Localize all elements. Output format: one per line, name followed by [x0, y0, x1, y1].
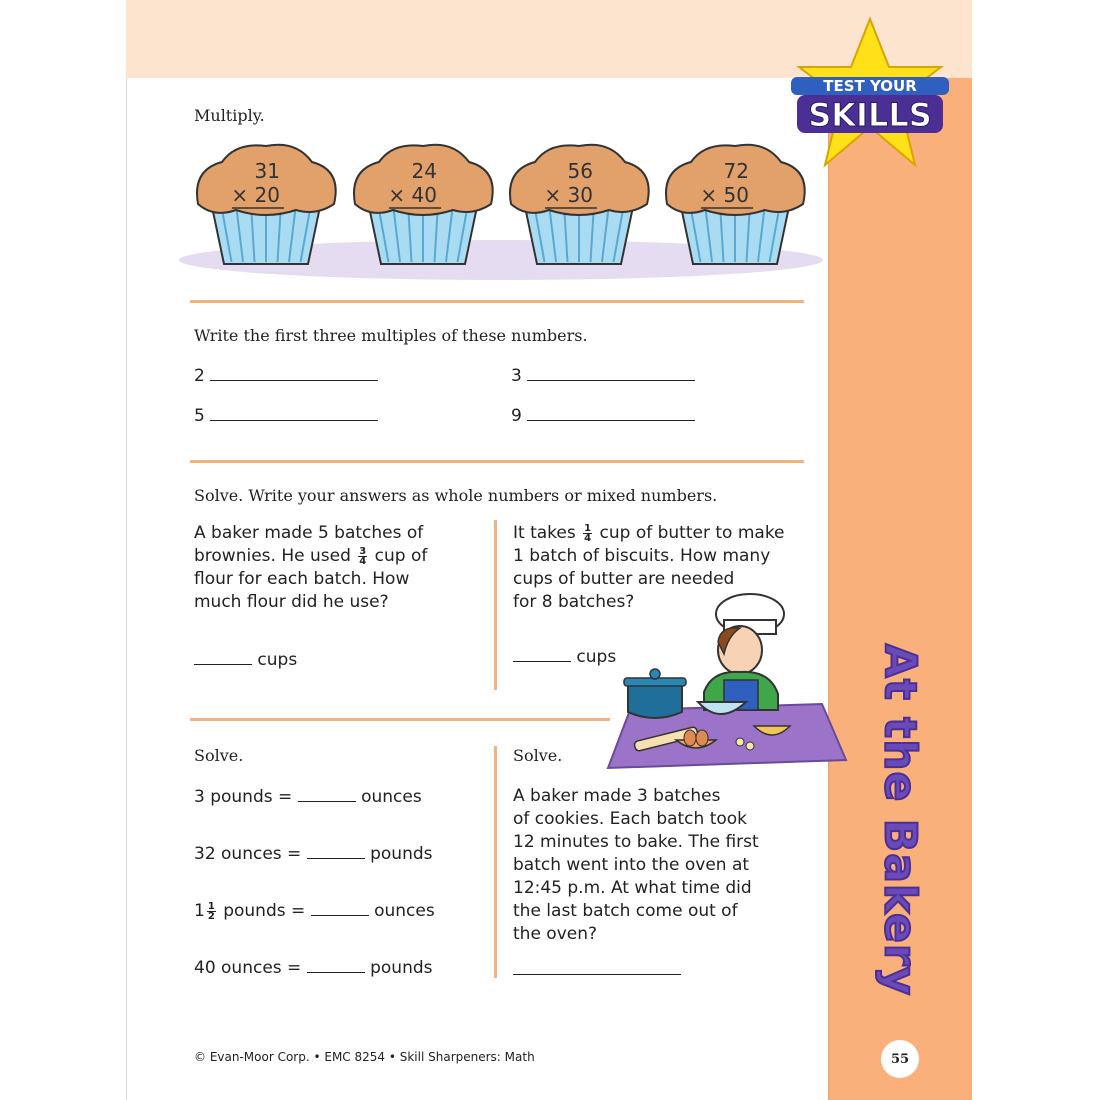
brownies-problem: [194, 522, 427, 614]
problem-line: [194, 545, 427, 568]
multiplier: × 50: [700, 183, 749, 207]
baker-illustration: [600, 592, 850, 770]
conversion-prefix: 3 pounds =: [194, 787, 293, 807]
multiples-item-5: [194, 406, 378, 426]
footer-credit: © Evan-Moor Corp. • EMC 8254 • Skill Sharpeners: Math: [194, 1050, 535, 1064]
cookies-problem: [513, 785, 759, 946]
solve-instruction: Solve. Write your answers as whole numbers or mixed numbers.: [194, 486, 718, 505]
conversion-suffix: pounds: [370, 958, 433, 978]
fraction-numerator: 1: [207, 900, 215, 912]
fraction-one-fourth: [583, 524, 592, 543]
cooking-pot-icon: [628, 684, 682, 718]
answer-unit: cups: [576, 647, 617, 667]
answer-blank[interactable]: [527, 420, 695, 421]
multiplicand: 24: [411, 159, 437, 183]
column-divider-1: [494, 520, 497, 690]
problem-text: brownies. He used: [194, 546, 351, 566]
section-divider-3: [190, 718, 610, 721]
problem-text: cup of: [374, 546, 428, 566]
answer-blank[interactable]: [194, 664, 252, 665]
multiplier: × 40: [388, 183, 437, 207]
multiples-item-3: [511, 366, 695, 386]
fraction-numerator: 1: [584, 522, 592, 534]
problem-text: It takes: [513, 523, 576, 543]
cupcake-row: [176, 140, 826, 285]
multiplicand: 31: [254, 159, 280, 183]
column-divider-2: [494, 746, 497, 978]
fraction-denominator: 4: [359, 555, 367, 567]
problem-line: for 8 batches?: [513, 592, 635, 612]
problem-line: A baker made 3 batches: [513, 786, 721, 806]
multiples-number: 2: [194, 366, 205, 386]
multiples-number: 3: [511, 366, 522, 386]
fraction-three-fourths: [358, 547, 367, 566]
answer-blank[interactable]: [527, 380, 695, 381]
problem-line: [513, 522, 785, 545]
multiplicand: 72: [723, 159, 749, 183]
problem-line: 12 minutes to bake. The first: [513, 832, 759, 852]
conversion-prefix: pounds =: [223, 901, 306, 921]
side-title: At the Bakery: [874, 643, 926, 997]
conversion-suffix: ounces: [361, 787, 422, 807]
answer-blank[interactable]: [311, 915, 369, 916]
answer-blank[interactable]: [210, 420, 378, 421]
page-number: 55: [881, 1040, 919, 1078]
fraction-one-half: [207, 902, 216, 921]
conversion-row-4: [194, 958, 433, 978]
fraction-denominator: 4: [584, 532, 592, 544]
top-band: [126, 0, 830, 78]
conversion-suffix: pounds: [370, 844, 433, 864]
answer-unit: cups: [257, 650, 298, 670]
conversion-suffix: ounces: [374, 901, 435, 921]
solve-left-instruction: Solve.: [194, 746, 244, 765]
multiplier: × 30: [544, 183, 593, 207]
brownies-answer: [194, 650, 297, 670]
multiplier: × 20: [231, 183, 280, 207]
answer-blank[interactable]: [210, 380, 378, 381]
problem-line: of cookies. Each batch took: [513, 809, 748, 829]
multiples-number: 5: [194, 406, 205, 426]
conversion-prefix: 32 ounces =: [194, 844, 302, 864]
conversion-row-1: [194, 787, 422, 807]
answer-blank[interactable]: [307, 972, 365, 973]
multiples-number: 9: [511, 406, 522, 426]
fraction-numerator: 3: [359, 545, 367, 557]
problem-line: flour for each batch. How: [194, 569, 410, 589]
badge-line2: SKILLS: [808, 96, 932, 134]
conversion-row-3: [194, 901, 435, 921]
problem-text: cup of butter to make: [599, 523, 785, 543]
problem-line: 1 batch of biscuits. How many: [513, 546, 771, 566]
conversion-prefix: 40 ounces =: [194, 958, 302, 978]
conversion-row-2: [194, 844, 433, 864]
problem-line: A baker made 5 batches of: [194, 523, 424, 543]
multiply-instruction: Multiply.: [194, 106, 265, 125]
multiplicand: 56: [567, 159, 593, 183]
mixed-number-whole: 1: [194, 901, 205, 921]
solve-right-instruction: Solve.: [513, 746, 563, 765]
section-divider-1: [190, 300, 804, 303]
answer-blank[interactable]: [307, 858, 365, 859]
answer-blank[interactable]: [513, 661, 571, 662]
answer-blank[interactable]: [298, 801, 356, 802]
multiples-item-9: [511, 406, 695, 426]
badge-line1: TEST YOUR: [823, 77, 917, 95]
problem-line: the oven?: [513, 924, 598, 944]
problem-line: the last batch come out of: [513, 901, 738, 921]
fraction-denominator: 2: [207, 910, 215, 922]
problem-line: batch went into the oven at: [513, 855, 750, 875]
problem-line: much flour did he use?: [194, 592, 389, 612]
problem-line: 12:45 p.m. At what time did: [513, 878, 752, 898]
cookies-answer: [513, 960, 681, 980]
multiples-instruction: Write the first three multiples of these numbers.: [194, 326, 588, 345]
answer-blank[interactable]: [513, 974, 681, 975]
multiples-item-2: [194, 366, 378, 386]
problem-line: cups of butter are needed: [513, 569, 735, 589]
section-divider-2: [190, 460, 804, 463]
